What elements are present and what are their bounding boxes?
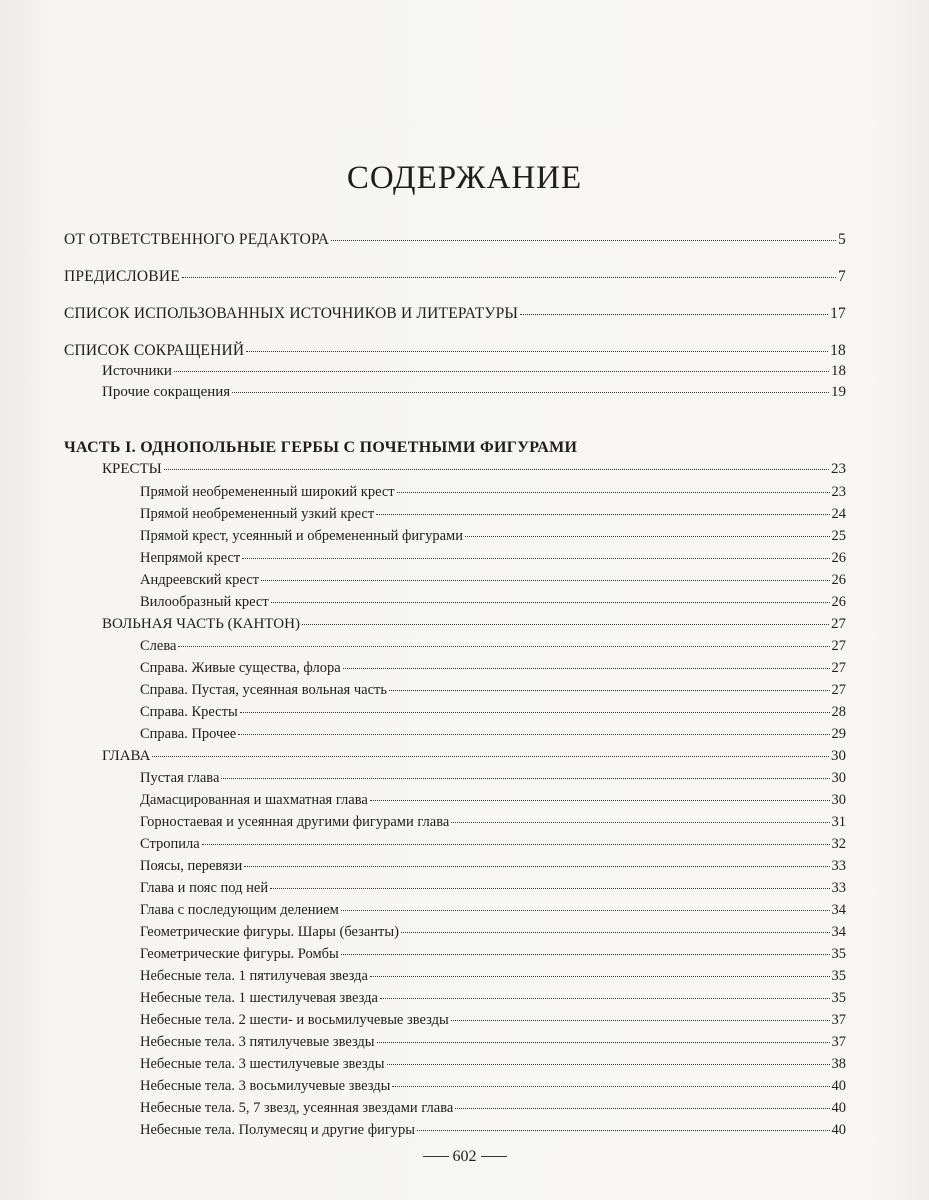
dot-leader [152, 756, 829, 757]
toc-entry-label: Небесные тела. 3 восьмилучевые звезды [140, 1078, 391, 1094]
toc-entry-page: 38 [831, 1056, 846, 1072]
toc-entry-label: Горностаевая и усеянная другими фигурами глава [140, 814, 450, 830]
toc-entry-label: КРЕСТЫ [102, 461, 162, 477]
toc-entry-label: Пустая глава [140, 770, 220, 786]
dot-leader [370, 976, 830, 977]
toc-entry-page: 19 [831, 384, 846, 400]
toc-entry-page: 25 [831, 528, 846, 544]
toc-entry [140, 1122, 846, 1139]
toc-entry [140, 880, 846, 897]
toc-entry-label: Небесные тела. 3 шестилучевые звезды [140, 1056, 385, 1072]
dot-leader [520, 314, 828, 315]
toc-entry [140, 1078, 846, 1095]
toc-entry [140, 924, 846, 941]
dot-leader [271, 602, 830, 603]
toc-entry [140, 1034, 846, 1051]
toc-entry [140, 1012, 846, 1029]
dot-leader [465, 536, 830, 537]
toc-entry-page: 34 [831, 902, 846, 918]
toc-entry-page: 23 [831, 461, 846, 477]
toc-entry-page: 23 [831, 484, 846, 500]
toc-entry [140, 946, 846, 963]
dot-leader [232, 392, 829, 393]
toc-entry-label: Геометрические фигуры. Шары (безанты) [140, 924, 399, 940]
toc-entry-page: 35 [831, 946, 846, 962]
toc-entry [140, 770, 846, 787]
dot-leader [387, 1064, 830, 1065]
toc-entry-page: 33 [831, 858, 846, 874]
dot-leader [451, 822, 829, 823]
toc-entry-page: 30 [831, 770, 846, 786]
toc-entry [102, 363, 846, 380]
toc-entry-page: 35 [831, 968, 846, 984]
toc-entry-page: 27 [831, 616, 846, 632]
toc-entry [140, 990, 846, 1007]
dot-leader [242, 558, 829, 559]
toc-entry-page: 30 [831, 792, 846, 808]
dot-leader [397, 492, 830, 493]
dot-leader [389, 690, 830, 691]
dot-leader [331, 240, 836, 241]
toc-entry-page: 28 [831, 704, 846, 720]
toc-entry-label: ОТ ОТВЕТСТВЕННОГО РЕДАКТОРА [64, 231, 330, 248]
toc-entry [140, 682, 846, 699]
toc-entry-label: СПИСОК ИСПОЛЬЗОВАННЫХ ИСТОЧНИКОВ И ЛИТЕРАТУРЫ [64, 305, 519, 322]
toc-entry [140, 1100, 846, 1117]
toc-entry-page: 40 [831, 1100, 846, 1116]
dot-leader [246, 351, 828, 352]
toc-entry-label: ВОЛЬНАЯ ЧАСТЬ (КАНТОН) [102, 616, 300, 632]
dot-leader [376, 514, 829, 515]
toc-entry-label: Прямой необремененный узкий крест [140, 506, 375, 522]
toc-entry-label: Прочие сокращения [102, 384, 231, 400]
toc-entry [64, 305, 846, 323]
dot-leader [221, 778, 829, 779]
dot-leader [174, 371, 829, 372]
dot-leader [240, 712, 830, 713]
toc-entry-label: Прямой необремененный широкий крест [140, 484, 395, 500]
toc-entry-page: 40 [831, 1078, 846, 1094]
toc-entry-label: Слева [140, 638, 177, 654]
toc-entry-label: Глава и пояс под ней [140, 880, 269, 896]
dash-right [481, 1156, 507, 1157]
toc-entry [140, 726, 846, 743]
toc-entry [140, 594, 846, 611]
toc-entry-page: 40 [831, 1122, 846, 1138]
dot-leader [178, 646, 829, 647]
toc-entry [140, 902, 846, 919]
toc-entry [140, 792, 846, 809]
toc-entry-label: Справа. Прочее [140, 726, 237, 742]
toc-entry [102, 461, 846, 478]
toc-entry [64, 342, 846, 360]
toc-entry-label: Справа. Пустая, усеянная вольная часть [140, 682, 387, 698]
dot-leader [341, 954, 830, 955]
page-title: СОДЕРЖАНИЕ [346, 160, 583, 196]
dot-leader [401, 932, 830, 933]
toc-entry [102, 384, 846, 401]
toc-entry-label: Небесные тела. 1 пятилучевая звезда [140, 968, 368, 984]
toc-entry-label: Вилообразный крест [140, 594, 269, 610]
page-footer [0, 1148, 929, 1166]
toc-entry-page: 26 [831, 594, 846, 610]
toc-entry-page: 5 [838, 231, 846, 248]
toc-entry-label: Глава с последующим делением [140, 902, 339, 918]
toc-entry-label: Андреевский крест [140, 572, 259, 588]
toc-entry-label: Поясы, перевязи [140, 858, 243, 874]
toc-entry-label: Непрямой крест [140, 550, 241, 566]
dot-leader [182, 277, 836, 278]
toc-entry-label: Источники [102, 363, 172, 379]
dot-leader [302, 624, 829, 625]
dot-leader [451, 1020, 830, 1021]
dot-leader [341, 910, 830, 911]
toc-entry-page: 26 [831, 550, 846, 566]
toc-entry-label: СПИСОК СОКРАЩЕНИЙ [64, 342, 245, 359]
toc-entry [102, 616, 846, 633]
dot-leader [380, 998, 830, 999]
dot-leader [261, 580, 830, 581]
toc-entry-label: ГЛАВА [102, 748, 151, 764]
toc-entry-page: 30 [831, 748, 846, 764]
toc-entry [140, 506, 846, 523]
toc-entry [102, 748, 846, 765]
toc-entry-page: 26 [831, 572, 846, 588]
toc-entry-label: Геометрические фигуры. Ромбы [140, 946, 339, 962]
toc-entry [140, 704, 846, 721]
toc-entry-page: 29 [831, 726, 846, 742]
dot-leader [270, 888, 829, 889]
toc-entry-label: Небесные тела. 3 пятилучевые звезды [140, 1034, 375, 1050]
toc-entry [140, 660, 846, 677]
toc-entry-label: Справа. Живые существа, флора [140, 660, 341, 676]
toc-entry-page: 17 [830, 305, 846, 322]
part-heading: ЧАСТЬ I. ОДНОПОЛЬНЫЕ ГЕРБЫ С ПОЧЕТНЫМИ ФИГУРАМИ [64, 439, 578, 456]
toc-entry-label: Прямой крест, усеянный и обремененный фигурами [140, 528, 463, 544]
toc-entry-label: Небесные тела. 1 шестилучевая звезда [140, 990, 378, 1006]
toc-entry-page: 18 [831, 363, 846, 379]
dot-leader [377, 1042, 830, 1043]
toc-entry-label: Небесные тела. 2 шести- и восьмилучевые звезды [140, 1012, 449, 1028]
toc-entry [140, 528, 846, 545]
toc-entry-label: Небесные тела. 5, 7 звезд, усеянная звездами глава [140, 1100, 454, 1116]
toc-entry-page: 33 [831, 880, 846, 896]
toc-entry-label: Стропила [140, 836, 200, 852]
toc-entry-label: Небесные тела. Полумесяц и другие фигуры [140, 1122, 416, 1138]
toc-entry [140, 484, 846, 501]
toc-entry [140, 638, 846, 655]
toc-entry [64, 268, 846, 286]
dot-leader [417, 1130, 829, 1131]
toc-entry-page: 7 [838, 268, 846, 285]
dot-leader [455, 1108, 829, 1109]
dot-leader [392, 1086, 829, 1087]
toc-entry-page: 27 [831, 682, 846, 698]
toc-entry-page: 35 [831, 990, 846, 1006]
toc-entry [140, 858, 846, 875]
toc-entry [140, 836, 846, 853]
toc-entry-page: 24 [831, 506, 846, 522]
dot-leader [370, 800, 830, 801]
toc-entry [140, 550, 846, 567]
toc-entry [140, 814, 846, 831]
toc-entry-page: 37 [831, 1012, 846, 1028]
dot-leader [343, 668, 830, 669]
toc-entry-page: 37 [831, 1034, 846, 1050]
dot-leader [164, 469, 829, 470]
toc-entry-label: Дамасцированная и шахматная глава [140, 792, 368, 808]
toc-entry-page: 27 [831, 660, 846, 676]
toc-entry-label: ПРЕДИСЛОВИЕ [64, 268, 180, 285]
toc-entry [140, 968, 846, 985]
dot-leader [238, 734, 829, 735]
toc-entry [140, 572, 846, 589]
toc-entry [64, 231, 846, 249]
toc-entry-page: 32 [831, 836, 846, 852]
toc-entry-page: 27 [831, 638, 846, 654]
toc-entry-label: Справа. Кресты [140, 704, 238, 720]
dash-left [423, 1156, 449, 1157]
toc-entry [140, 1056, 846, 1073]
dot-leader [202, 844, 830, 845]
toc-entry-page: 31 [831, 814, 846, 830]
dot-leader [244, 866, 829, 867]
toc-entry-page: 34 [831, 924, 846, 940]
page-number: 602 [452, 1148, 477, 1165]
toc-entry-page: 18 [830, 342, 846, 359]
